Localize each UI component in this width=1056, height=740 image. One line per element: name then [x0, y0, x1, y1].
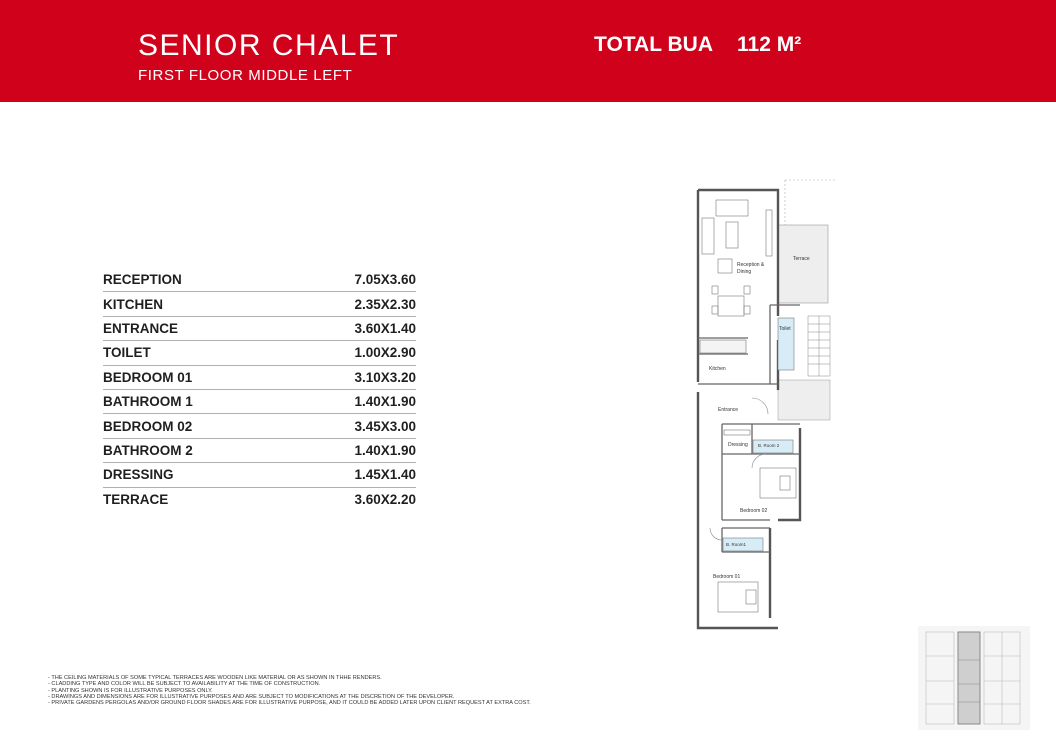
room-name: TERRACE	[103, 492, 169, 508]
label-bedroom02: Bedroom 02	[740, 508, 768, 514]
room-size: 1.40X1.90	[354, 394, 416, 410]
room-row	[103, 390, 416, 414]
disclaimer-notes	[48, 675, 688, 706]
floor-plan	[690, 175, 840, 640]
room-name: KITCHEN	[103, 296, 163, 312]
room-row	[103, 366, 416, 390]
note-line: - PLANTING SHOWN IS FOR ILLUSTRATIVE PURPOSES ONLY.	[48, 687, 213, 694]
room-row	[103, 463, 416, 487]
room-row	[103, 439, 416, 463]
room-name: BEDROOM 01	[103, 369, 193, 385]
label-kitchen: Kitchen	[709, 366, 726, 372]
key-plan-thumbnail	[918, 626, 1030, 730]
room-size: 7.05X3.60	[354, 272, 416, 288]
label-terrace: Terrace	[793, 256, 810, 262]
label-reception: Reception &	[737, 262, 765, 268]
room-size: 3.45X3.00	[354, 418, 416, 434]
label-dressing: Dressing	[728, 442, 748, 448]
stairs	[808, 316, 830, 376]
room-row	[103, 317, 416, 341]
terrace-area	[778, 225, 828, 303]
room-size: 1.45X1.40	[354, 467, 416, 483]
note-line: - DRAWINGS AND DIMENSIONS ARE FOR ILLUSTRATIVE PURPOSES AND ARE SUBJECT TO MODIFICATIONS AT THE DISCRETION OF THE DEVELOPER.	[48, 693, 455, 700]
room-row	[103, 414, 416, 438]
room-name: BEDROOM 02	[103, 418, 193, 434]
room-name: RECEPTION	[103, 272, 182, 288]
page-title: SENIOR CHALET	[138, 29, 400, 62]
room-row	[103, 292, 416, 316]
room-row	[103, 341, 416, 365]
room-schedule	[103, 268, 416, 512]
room-size: 1.40X1.90	[354, 442, 416, 458]
room-size: 3.60X2.20	[354, 492, 416, 508]
note-line: - CLADDING TYPE AND COLOR WILL BE SUBJECT TO AVAILABILITY AT THE TIME OF CONSTRUCTION.	[48, 681, 321, 688]
label-toilet: Toilet	[779, 326, 791, 332]
note-line: - PRIVATE GARDENS PERGOLAS AND/OR GROUND FLOOR SHADES ARE FOR ILLUSTRATIVE PURPOSE, AND IT COULD BE ADDED LATER UPON CLIENT REQUEST AT EXTRA COST.	[48, 700, 531, 707]
page-subtitle: FIRST FLOOR MIDDLE LEFT	[138, 67, 353, 84]
room-size: 1.00X2.90	[354, 345, 416, 361]
room-size: 3.10X3.20	[354, 369, 416, 385]
room-row	[103, 268, 416, 292]
bua-label: TOTAL BUA	[594, 33, 713, 56]
room-size: 2.35X2.30	[354, 296, 416, 312]
room-name: TOILET	[103, 345, 151, 361]
room-name: BATHROOM 1	[103, 394, 193, 410]
header-banner	[0, 0, 1056, 102]
bua-value: 112 M²	[737, 33, 802, 56]
label-dining: Dining	[737, 269, 752, 275]
room-row	[103, 488, 416, 512]
label-broom1: B. Room1	[726, 542, 747, 547]
room-name: BATHROOM 2	[103, 442, 193, 458]
label-broom2: B. Room 2	[758, 443, 780, 448]
label-entrance: Entrance	[718, 407, 739, 413]
room-name: ENTRANCE	[103, 320, 179, 336]
room-size: 3.60X1.40	[354, 320, 416, 336]
highlighted-unit	[958, 632, 980, 724]
label-bedroom01: Bedroom 01	[713, 574, 741, 580]
note-line: - THE CEILING MATERIALS OF SOME TYPICAL TERRACES ARE WOODEN LIKE MATERIAL OR AS SHOWN IN THHE RENDERS.	[48, 675, 382, 681]
total-bua	[594, 33, 801, 57]
room-name: DRESSING	[103, 467, 174, 483]
